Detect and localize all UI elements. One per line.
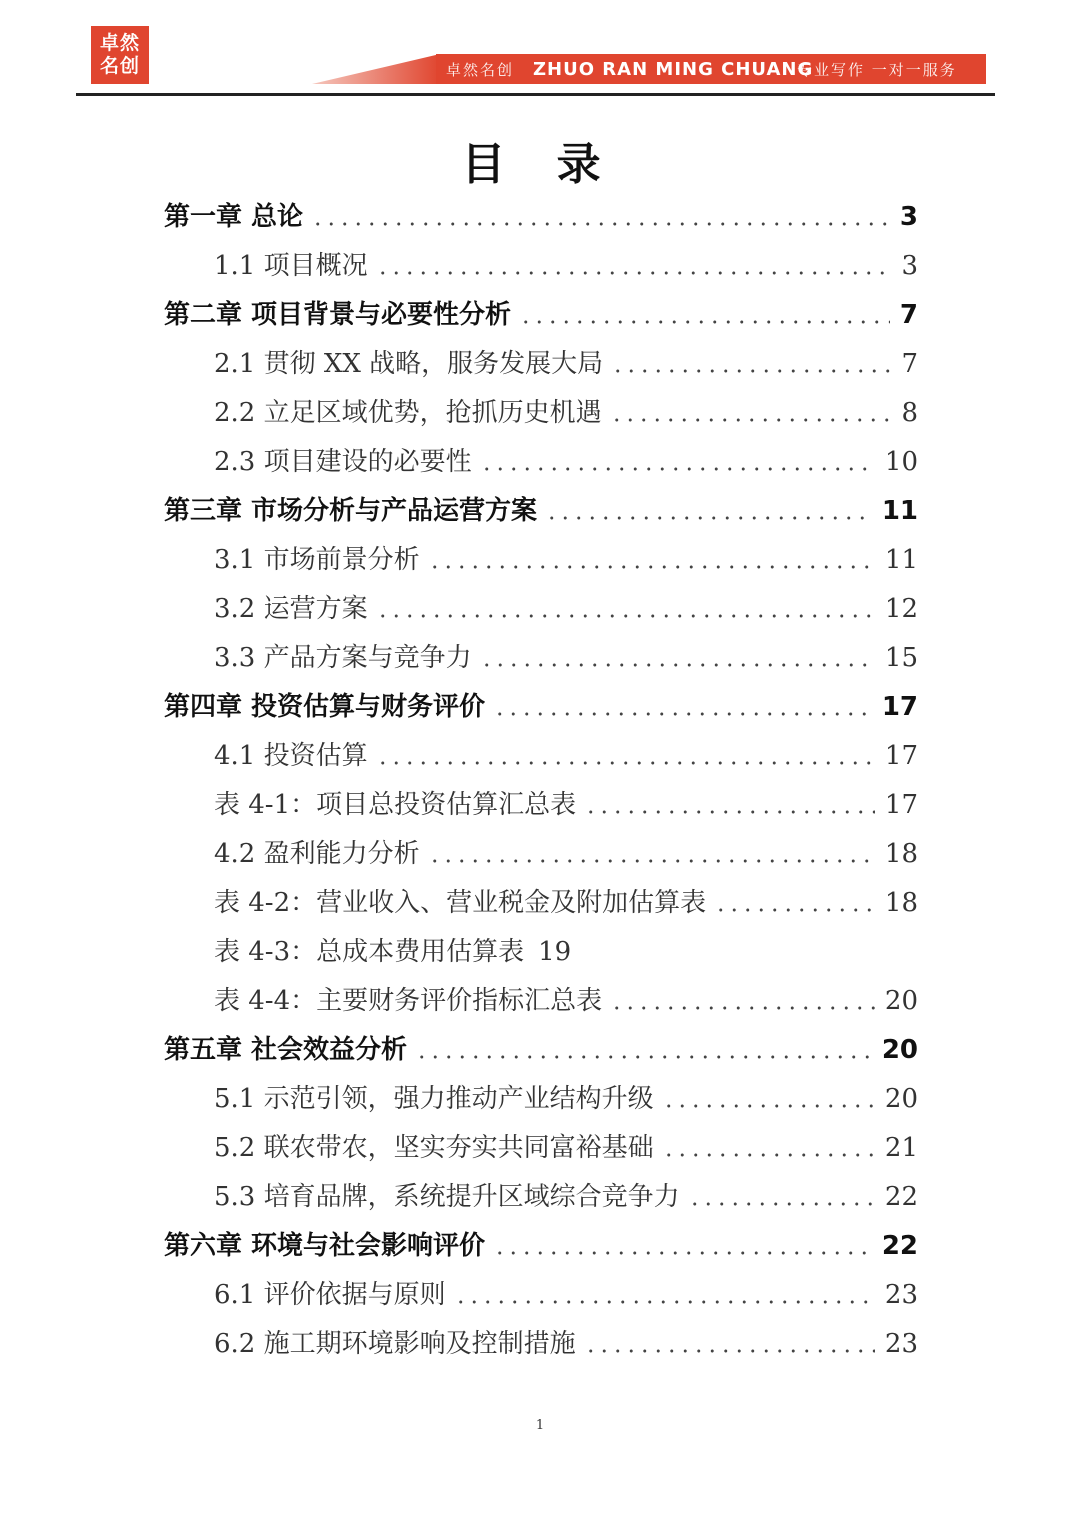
toc-dot-leader: [376, 614, 875, 618]
toc-entry-page-number: 22: [884, 1182, 918, 1212]
toc-dot-leader: [493, 1251, 872, 1255]
toc-dot-leader: [662, 1153, 875, 1157]
toc-entry-page-number: 18: [884, 839, 918, 869]
toc-entry-label: 6.2 施工期环境影响及控制措施: [214, 1329, 576, 1359]
toc-entry-label: 第三章 市场分析与产品运营方案: [164, 496, 538, 526]
banner-brand-english: ZHUO RAN MING CHUANG: [533, 58, 814, 80]
toc-section-entry[interactable]: [214, 934, 918, 970]
toc-entry-label: 2.2 立足区域优势，抢抓历史机遇: [214, 398, 602, 428]
toc-entry-page-number: 12: [884, 594, 918, 624]
toc-entry-page-number: 10: [884, 447, 918, 477]
toc-section-entry[interactable]: [214, 836, 918, 872]
toc-entry-page-number: 11: [884, 545, 918, 575]
toc-section-entry[interactable]: [214, 885, 918, 921]
toc-entry-label: 5.3 培育品牌，系统提升区域综合竞争力: [214, 1182, 680, 1212]
toc-section-entry[interactable]: [214, 640, 918, 676]
toc-chapter-entry[interactable]: [164, 689, 918, 725]
toc-dot-leader: [714, 908, 875, 912]
toc-dot-leader: [376, 271, 892, 275]
page-header: [0, 0, 1080, 100]
toc-dot-leader: [545, 516, 872, 520]
toc-entry-page-number: 20: [884, 986, 918, 1016]
toc-entry-label: 第四章 投资估算与财务评价: [164, 692, 486, 722]
toc-section-entry[interactable]: [214, 542, 918, 578]
toc-dot-leader: [688, 1202, 875, 1206]
toc-chapter-entry[interactable]: [164, 1228, 918, 1264]
toc-entry-label: 3.3 产品方案与竞争力: [214, 643, 472, 673]
logo-text-line2: 名创: [99, 55, 140, 77]
toc-entry-label: 表 4-4：主要财务评价指标汇总表: [214, 986, 603, 1016]
toc-entry-label: 2.1 贯彻 XX 战略，服务发展大局: [214, 349, 604, 379]
toc-section-entry[interactable]: [214, 1277, 918, 1313]
toc-dot-leader: [428, 859, 875, 863]
toc-dot-leader: [519, 320, 890, 324]
toc-entry-label: 6.1 评价依据与原则: [214, 1280, 446, 1310]
toc-entry-label: 3.2 运营方案: [214, 594, 368, 624]
toc-dot-leader: [610, 1006, 875, 1010]
toc-entry-label: 2.3 项目建设的必要性: [214, 447, 472, 477]
toc-entry-label: 5.2 联农带农，坚实夯实共同富裕基础: [214, 1133, 654, 1163]
toc-section-entry[interactable]: [214, 444, 918, 480]
toc-entry-page-number: 23: [884, 1280, 918, 1310]
toc-dot-leader: [493, 712, 872, 716]
toc-dot-leader: [376, 761, 875, 765]
toc-entry-page-number: 19: [538, 937, 572, 967]
toc-entry-page-number: 7: [899, 300, 918, 330]
toc-dot-leader: [480, 467, 875, 471]
toc-entry-page-number: 3: [901, 251, 918, 281]
toc-entry-page-number: 11: [881, 496, 918, 526]
toc-chapter-entry[interactable]: [164, 493, 918, 529]
toc-dot-leader: [662, 1104, 875, 1108]
toc-entry-page-number: 22: [881, 1231, 918, 1261]
toc-entry-label: 表 4-2：营业收入、营业税金及附加估算表: [214, 888, 707, 918]
page-number: 1: [535, 1418, 545, 1433]
toc-entry-page-number: 17: [881, 692, 918, 722]
toc-entry-page-number: 7: [901, 349, 918, 379]
toc-entry-page-number: 3: [899, 202, 918, 232]
toc-entry-label: 3.1 市场前景分析: [214, 545, 420, 575]
toc-dot-leader: [610, 418, 892, 422]
brand-logo: [91, 26, 149, 84]
toc-section-entry[interactable]: [214, 1326, 918, 1362]
toc-entry-page-number: 21: [884, 1133, 918, 1163]
toc-entry-page-number: 8: [901, 398, 918, 428]
header-divider: [76, 93, 995, 96]
toc-section-entry[interactable]: [214, 983, 918, 1019]
toc-entry-label: 4.1 投资估算: [214, 741, 368, 771]
header-banner: [436, 54, 986, 84]
toc-entry-label: 第五章 社会效益分析: [164, 1035, 408, 1065]
toc-dot-leader: [611, 369, 891, 373]
toc-dot-leader: [480, 663, 875, 667]
toc-section-entry[interactable]: [214, 787, 918, 823]
toc-entry-label: 5.1 示范引领，强力推动产业结构升级: [214, 1084, 654, 1114]
toc-section-entry[interactable]: [214, 248, 918, 284]
toc-entry-page-number: 23: [884, 1329, 918, 1359]
toc-entry-page-number: 17: [884, 741, 918, 771]
toc-section-entry[interactable]: [214, 738, 918, 774]
toc-dot-leader: [584, 1349, 875, 1353]
banner-brand-chinese: 卓然名创: [446, 60, 515, 79]
toc-entry-page-number: 20: [884, 1084, 918, 1114]
toc-dot-leader: [584, 810, 875, 814]
banner-slogan: 专业写作 一对一服务: [797, 60, 957, 79]
toc-entry-label: 第二章 项目背景与必要性分析: [164, 300, 512, 330]
toc-dot-leader: [428, 565, 875, 569]
toc-chapter-entry[interactable]: [164, 1032, 918, 1068]
toc-entry-label: 1.1 项目概况: [214, 251, 368, 281]
toc-entry-label: 表 4-1：项目总投资估算汇总表: [214, 790, 577, 820]
toc-section-entry[interactable]: [214, 395, 918, 431]
banner-wedge: [312, 54, 440, 84]
toc-entry-page-number: 15: [884, 643, 918, 673]
toc-entry-label: 第六章 环境与社会影响评价: [164, 1231, 486, 1261]
toc-entry-page-number: 17: [884, 790, 918, 820]
toc-section-entry[interactable]: [214, 346, 918, 382]
toc-chapter-entry[interactable]: [164, 297, 918, 333]
toc-entry-page-number: 20: [881, 1035, 918, 1065]
toc-dot-leader: [415, 1055, 872, 1059]
toc-entry-page-number: 18: [884, 888, 918, 918]
toc-entry-label: 第一章 总论: [164, 202, 304, 232]
toc-section-entry[interactable]: [214, 1081, 918, 1117]
logo-text-line1: 卓然: [99, 32, 140, 54]
toc-chapter-entry[interactable]: [164, 199, 918, 235]
toc-entry-label: 4.2 盈利能力分析: [214, 839, 420, 869]
toc-section-entry[interactable]: [214, 1179, 918, 1215]
toc-dot-leader: [454, 1300, 875, 1304]
toc-section-entry[interactable]: [214, 591, 918, 627]
toc-entry-label: 表 4-3：总成本费用估算表: [214, 937, 525, 967]
page-title: 目 录: [461, 139, 619, 190]
toc-dot-leader: [311, 222, 890, 226]
toc-section-entry[interactable]: [214, 1130, 918, 1166]
